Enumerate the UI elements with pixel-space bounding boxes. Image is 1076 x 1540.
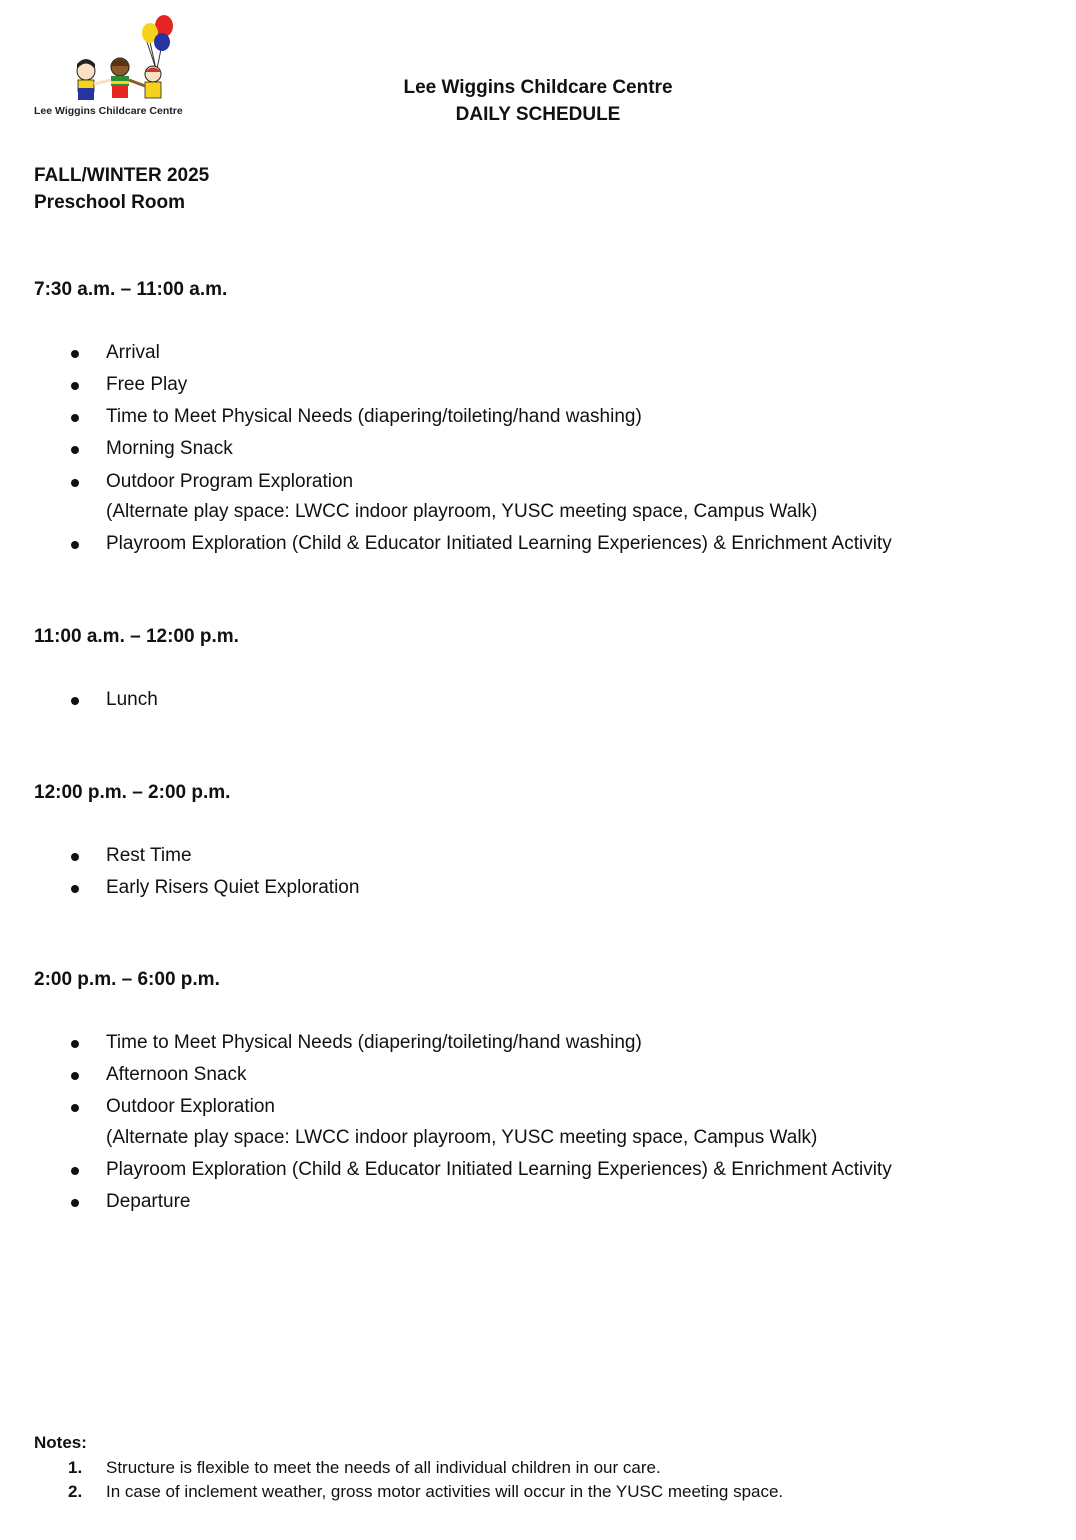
section-time-heading: 11:00 a.m. – 12:00 p.m.	[34, 626, 239, 647]
bullet-icon	[71, 382, 79, 390]
term-season: FALL/WINTER 2025	[34, 165, 210, 186]
alternate-play-space: (Alternate play space: LWCC indoor playroom, YUSC meeting space, Campus Walk)	[106, 1127, 818, 1148]
bullet-icon	[71, 853, 79, 861]
bullet-icon	[71, 1072, 79, 1080]
bullet-icon	[71, 1104, 79, 1112]
bullet-icon	[71, 1167, 79, 1175]
bullet-icon	[71, 697, 79, 705]
bullet-icon	[71, 414, 79, 422]
bullet-icon	[71, 1040, 79, 1048]
note-text: In case of inclement weather, gross motor activities will occur in the YUSC meeting space.	[106, 1482, 784, 1501]
room-name: Preschool Room	[34, 192, 185, 213]
bullet-icon	[71, 885, 79, 893]
bullet-icon	[71, 1199, 79, 1207]
section-time-heading: 7:30 a.m. – 11:00 a.m.	[34, 279, 228, 300]
alternate-play-space: (Alternate play space: LWCC indoor playroom, YUSC meeting space, Campus Walk)	[106, 501, 818, 522]
centre-name: Lee Wiggins Childcare Centre	[403, 77, 673, 98]
note-number: 2.	[68, 1482, 83, 1501]
document-title	[0, 74, 1076, 128]
section-time-heading: 12:00 p.m. – 2:00 p.m.	[34, 782, 231, 803]
term-info	[34, 162, 209, 216]
bullet-icon	[71, 541, 79, 549]
note-text: Structure is flexible to meet the needs of all individual children in our care.	[106, 1458, 661, 1477]
bullet-icon	[71, 350, 79, 358]
notes-heading: Notes:	[34, 1433, 87, 1452]
logo-caption: Lee Wiggins Childcare Centre	[34, 105, 183, 117]
bullet-icon	[71, 479, 79, 487]
note-number: 1.	[68, 1458, 83, 1477]
schedule-title: DAILY SCHEDULE	[455, 104, 621, 125]
section-time-heading: 2:00 p.m. – 6:00 p.m.	[34, 969, 220, 990]
bullet-icon	[71, 446, 79, 454]
